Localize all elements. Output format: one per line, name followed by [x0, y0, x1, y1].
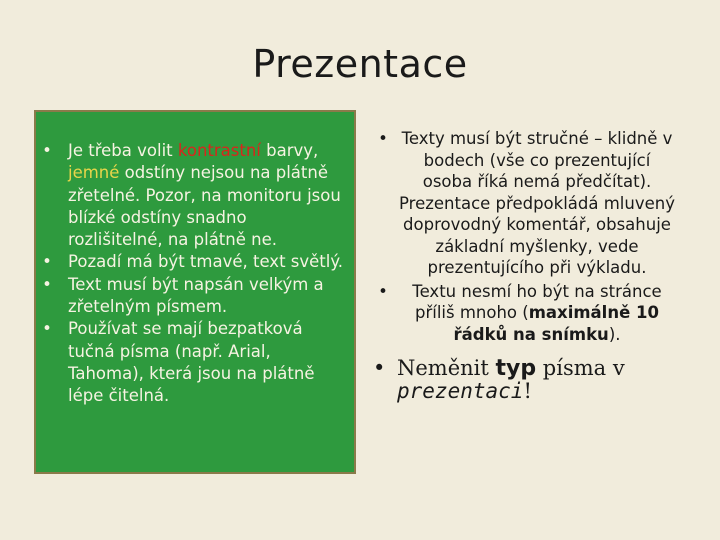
bullet-icon: • [373, 356, 386, 380]
right-bullet-3 [373, 356, 677, 403]
text-part: Texty musí být stručné – klidně v bodech (vše co prezentující osoba říká nemá předčítat). Prezentace předpokládá mluvený doprovodný komentář, obsahuje základní myšlenky, vede prezentujícího při výkladu. [399, 129, 675, 277]
word-kontrastni: kontrastní [177, 141, 261, 160]
bullet-icon: • [378, 281, 388, 301]
bullet-icon: • [42, 141, 52, 160]
word-pisma: písma v [536, 356, 625, 380]
bullet-icon: • [42, 252, 52, 272]
right-bullet-list [373, 128, 677, 403]
slide-title: Prezentace [252, 42, 468, 86]
word-prezentaci: prezentaci [397, 379, 524, 403]
word-typ: typ [495, 356, 537, 381]
left-bullet-list [26, 140, 346, 408]
right-bullet-1 [377, 128, 677, 279]
word-jemne: jemné [68, 163, 120, 183]
left-bullet-2 [26, 251, 346, 273]
text-part: Textu nesmí ho být na stránce příliš mnoho ( [412, 281, 662, 322]
left-bullet-3 [26, 274, 346, 319]
exclamation: ! [523, 379, 532, 403]
bullet-icon: • [378, 129, 388, 148]
right-bullet-2 [377, 281, 677, 346]
left-bullet-4 [26, 318, 346, 407]
text-part: odstíny nejsou na plátně zřetelné. Pozor, na monitoru jsou blízké odstíny snadno rozlišitelné, na plátně ne. [68, 163, 341, 250]
max-lines-bold: maximálně 10 řádků na snímku [453, 303, 659, 344]
text-part: barvy, [260, 141, 319, 160]
text-part: ). [608, 324, 621, 344]
text-part: Text musí být napsán velkým a zřetelným písmem. [68, 274, 324, 317]
left-bullet-1 [26, 140, 346, 251]
text-part: Pozadí má být tmavé, text světlý. [68, 252, 344, 272]
text-part: Je třeba volit [68, 141, 178, 160]
bullet-icon: • [42, 319, 52, 339]
word-nemenit: Neměnit [397, 356, 496, 380]
bullet-icon: • [42, 274, 52, 294]
text-part: Používat se mají bezpatková tučná písma (např. Arial, Tahoma), která jsou na plátně lépe čitelná. [68, 319, 315, 406]
